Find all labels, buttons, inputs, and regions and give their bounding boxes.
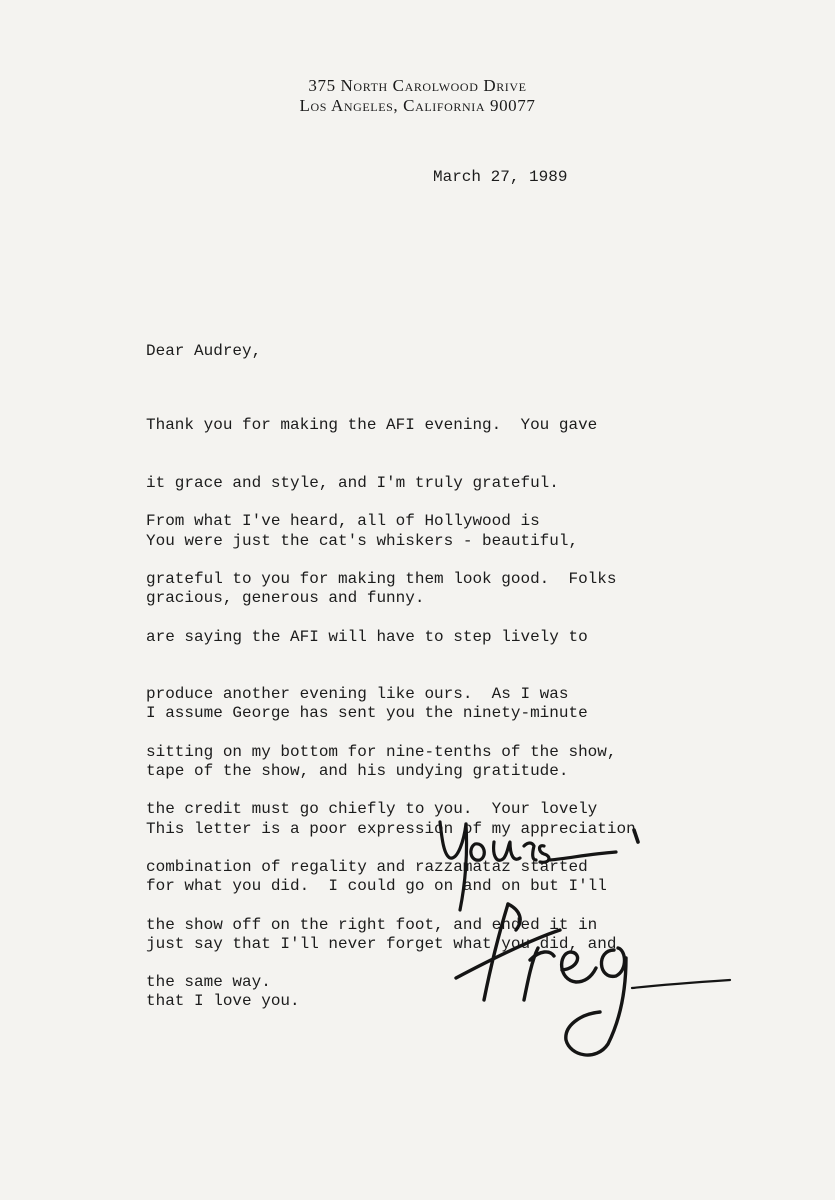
letterhead-address-line: 375 North Carolwood Drive [308, 76, 527, 95]
salutation: Dear Audrey, [146, 342, 262, 360]
paragraph-line: tape of the show, and his undying gratitude. [146, 762, 569, 781]
paragraph-line: for what you did. I could go on and on but I'll [146, 877, 607, 896]
paragraph-line: are saying the AFI will have to step lively to [146, 627, 588, 646]
paragraph-line: the credit must go chiefly to you. Your lovely [146, 800, 598, 819]
letterhead-city-line: Los Angeles, California 90077 [299, 96, 536, 115]
paragraph-line: produce another evening like ours. As I was [146, 685, 569, 704]
paragraph-line: that I love you. [146, 992, 300, 1011]
paragraph-line: You were just the cat's whiskers - beautiful, [146, 531, 579, 550]
letterhead [0, 76, 835, 116]
paragraph-line: combination of regality and razzamataz started [146, 858, 588, 877]
paragraph-line: the same way. [146, 973, 271, 992]
signature-closing-yours [440, 822, 638, 910]
paragraph-line: gracious, generous and funny. [146, 589, 425, 608]
paragraph-line: From what I've heard, all of Hollywood is [146, 512, 540, 531]
paragraph-line: This letter is a poor expression of my appreciation [146, 819, 636, 838]
paragraph-line: Thank you for making the AFI evening. You gave [146, 416, 598, 435]
paragraph-line: the show off on the right foot, and ended it in [146, 915, 598, 934]
paragraph-line: it grace and style, and I'm truly grateful. [146, 474, 559, 493]
paragraph-line: I assume George has sent you the ninety-minute [146, 704, 588, 723]
paragraph-line: just say that I'll never forget what you did, and [146, 934, 617, 953]
letter-date: March 27, 1989 [433, 168, 568, 186]
paragraph-line: sitting on my bottom for nine-tenths of the show, [146, 742, 617, 761]
handwritten-signature [420, 800, 750, 1070]
signature-name-greg [456, 904, 730, 1055]
paragraph-line: grateful to you for making them look good. Folks [146, 570, 617, 589]
